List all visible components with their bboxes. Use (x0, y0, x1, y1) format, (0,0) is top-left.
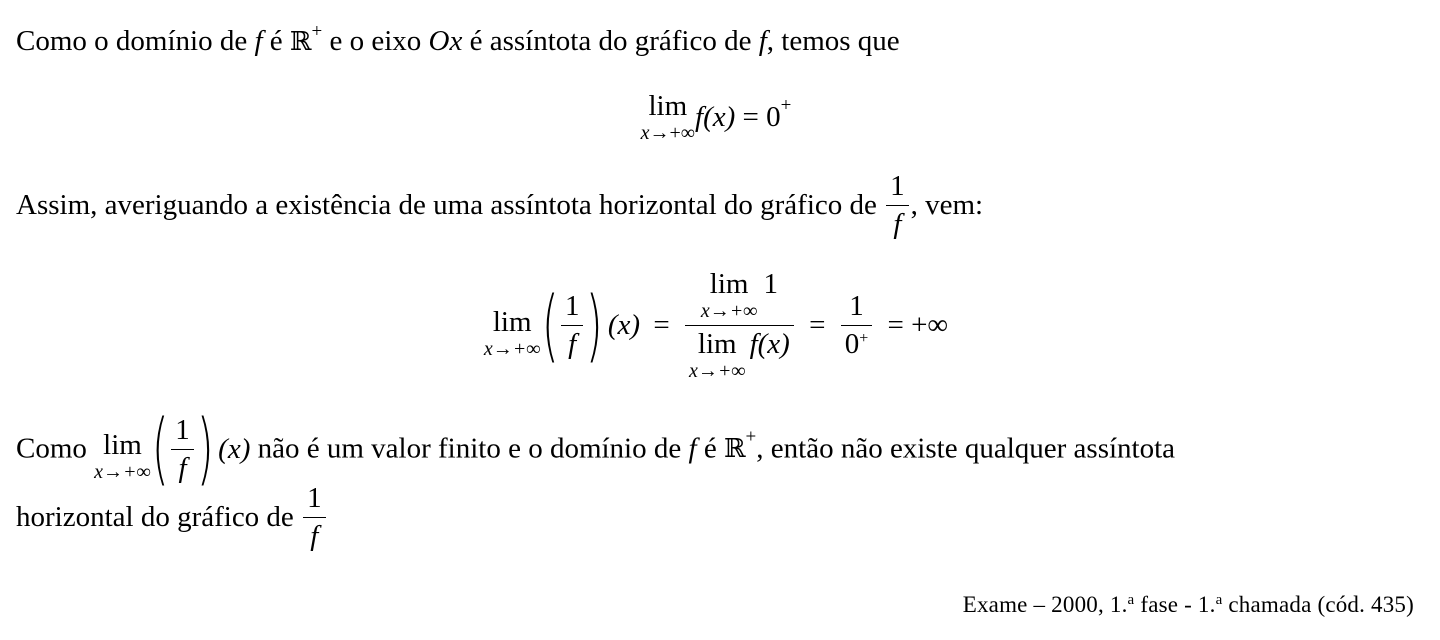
eq2-small-numerator: 1 (841, 292, 873, 326)
p1-text-c: e o eixo (322, 25, 429, 57)
source-text-b: fase - 1. (1134, 592, 1216, 617)
eq2-frac-numerator: 1 (561, 292, 584, 326)
eq2-big-numerator (685, 270, 794, 326)
p3-frac-denominator: f (178, 451, 187, 484)
eq2-small-fraction (841, 292, 873, 359)
source-text-a: Exame – 2000, 1. (962, 592, 1128, 617)
eq1-sub-x: x (640, 122, 650, 144)
eq2-den-lim-subscript: x→+∞ (688, 360, 746, 382)
p2-frac-denominator: f (893, 208, 902, 240)
p3-reals-symbol: ℝ (723, 434, 746, 464)
p3-left-paren: ( (151, 404, 169, 494)
eq2-small-den-sup: + (859, 330, 869, 347)
document-page (16, 0, 1416, 640)
eq2-limit (484, 308, 541, 359)
p1-text-e: , temos que (766, 25, 900, 57)
p1-function-f: f (254, 25, 263, 57)
p1-reals-symbol: ℝ (289, 27, 312, 57)
eq2-den-value: f(x) (749, 328, 790, 360)
eq2-left-paren: ( (541, 280, 559, 371)
p3-frac-numerator: 1 (171, 416, 194, 450)
p3-line2-fraction (303, 484, 326, 551)
p2-text-b: , vem: (910, 189, 984, 221)
eq2-equals-2: = (809, 309, 826, 341)
eq2-right-paren: ) (586, 280, 604, 371)
p3-argument: (x) (218, 432, 251, 465)
p2-fraction (886, 172, 909, 239)
p3-text-a: Como (16, 432, 95, 465)
p1-reals-plus: + (311, 21, 323, 42)
p3-line2-frac-numerator: 1 (303, 484, 326, 518)
eq1-rhs-sup: + (780, 95, 792, 117)
eq2-argument: (x) (607, 309, 641, 341)
paragraph-3-line-2 (16, 484, 328, 551)
p3-right-paren: ) (196, 404, 214, 494)
p1-text-d: é assíntota do gráfico de (462, 25, 759, 57)
p3-fraction (171, 413, 194, 484)
eq2-big-fraction (685, 270, 794, 381)
eq2-small-denominator (841, 326, 873, 359)
eq2-lim-subscript: x→+∞ (483, 338, 541, 360)
eq2-num-lim-subscript: x→+∞ (700, 300, 758, 322)
paragraph-1 (16, 21, 900, 57)
eq2-small-den-value: 0 (844, 328, 860, 360)
p3-line2-text: horizontal do gráfico de (16, 501, 302, 533)
p3-limit (94, 428, 151, 483)
eq2-equals-1: = (653, 309, 670, 341)
eq1-limit (641, 92, 695, 143)
p2-frac-numerator: 1 (886, 172, 909, 206)
p3-lim-operator: lim (103, 428, 142, 461)
eq2-equals-3: = +∞ (887, 309, 949, 341)
eq1-lim-subscript (641, 123, 695, 143)
p3-text-b: não é um valor finito e o domínio de (250, 432, 689, 465)
paragraph-2 (16, 172, 983, 239)
p3-function-f: f (688, 432, 697, 465)
p3-text-c: é (696, 432, 724, 465)
p1-function-f-2: f (758, 25, 767, 57)
eq1-sub-arrow: →+∞ (649, 122, 696, 144)
eq2-num-value: 1 (763, 268, 778, 300)
paragraph-3-line-1 (16, 404, 1176, 494)
source-sup-b: a (1215, 592, 1223, 608)
source-sup-a: a (1127, 592, 1135, 608)
p3-lim-subscript: x→+∞ (94, 460, 151, 483)
equation-2 (16, 270, 1416, 381)
eq2-big-denominator (685, 326, 794, 381)
source-text-c: chamada (cód. 435) (1222, 592, 1414, 617)
equation-1 (16, 92, 1416, 143)
p3-line2-frac-denominator: f (310, 520, 319, 552)
eq2-num-lim-operator: lim (709, 268, 749, 300)
p3-reals-plus: + (745, 426, 757, 448)
eq2-den-lim-operator: lim (697, 328, 737, 360)
eq2-lim-operator: lim (492, 306, 532, 338)
p1-text-b: é (262, 25, 290, 57)
eq1-expression: f(x) (695, 101, 736, 133)
eq2-num-limit (701, 270, 758, 321)
eq1-rhs: = 0 (735, 101, 781, 133)
exam-source (963, 592, 1414, 618)
eq2-den-limit (689, 330, 746, 381)
p2-text-a: Assim, averiguando a existência de uma assíntota horizontal do gráfico de (16, 189, 885, 221)
eq2-frac-denominator: f (568, 328, 577, 360)
p1-axis: Ox (428, 25, 463, 57)
p3-text-d: , então não existe qualquer assíntota (756, 432, 1176, 465)
p1-text-a: Como o domínio de (16, 25, 255, 57)
eq1-lim-operator: lim (648, 90, 688, 122)
eq2-fraction (561, 292, 584, 359)
